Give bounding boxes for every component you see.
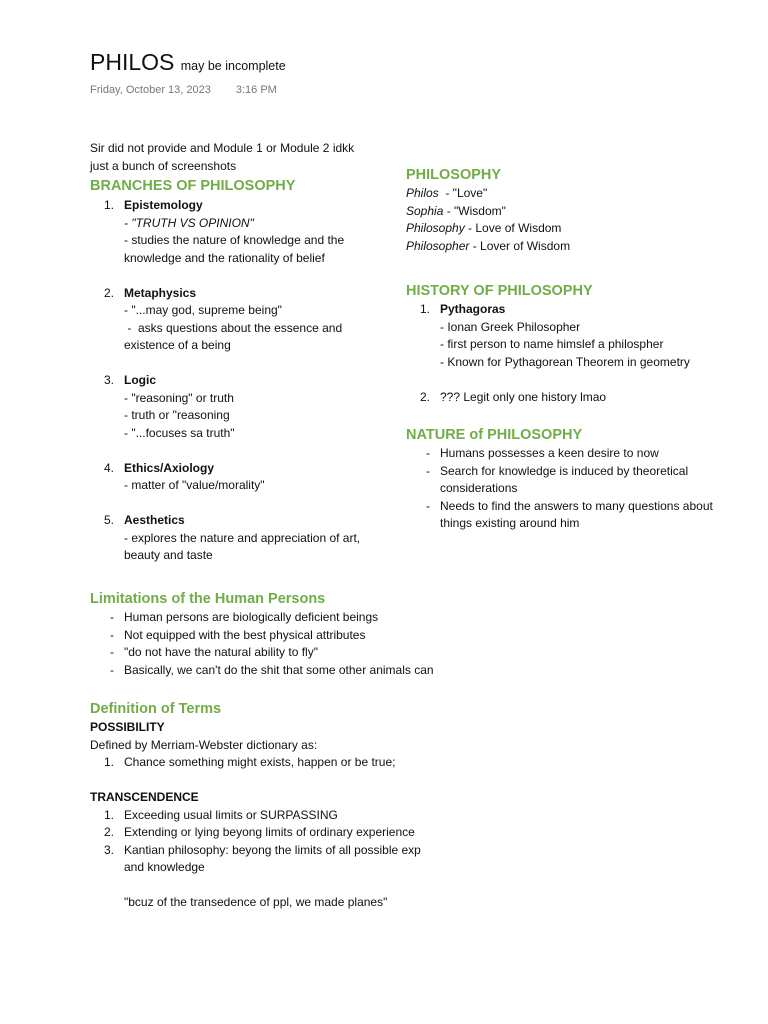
item-number: 1. [104, 198, 115, 212]
nature-heading: NATURE of PHILOSOPHY [406, 427, 583, 443]
title-subtitle: may be incomplete [180, 59, 286, 73]
list-item: - Human persons are biologically deficient beings [110, 610, 379, 624]
transcendence-text: Extending or lying beyong limits of ordinary experience [124, 825, 415, 839]
list-item: - Basically, we can't do the shit that some other animals can [110, 662, 434, 677]
item-number: 3. [104, 842, 115, 857]
limitations-heading: Limitations of the Human Persons [90, 591, 326, 607]
title-text: PHILOS [90, 49, 175, 75]
term-row [406, 238, 746, 256]
limitation-text: Basically, we can't do the shit that some other animals can [124, 662, 434, 677]
transcendence-text: Kantian philosophy: beyong the limits of all possible exp [124, 842, 421, 857]
branches-heading: BRANCHES OF PHILOSOPHY [90, 178, 296, 194]
term-def: - "Love" [438, 186, 488, 200]
branch-name: Epistemology [124, 198, 203, 212]
list-item [90, 842, 650, 912]
list-item [90, 807, 650, 825]
definitions-section [90, 699, 650, 912]
item-number: 4. [104, 460, 115, 475]
branch-name: Metaphysics [124, 285, 197, 300]
possibility-text: Chance something might exists, happen or be true; [124, 755, 396, 769]
list-item [90, 372, 390, 460]
history-line: - first person to name himslef a philospher [440, 337, 664, 351]
list-item: - "do not have the natural ability to fly" [110, 645, 318, 659]
branch-line: - "...focuses sa truth" [124, 425, 235, 440]
page-time: 3:16 PM [235, 84, 277, 96]
branch-line: - matter of "value/morality" [124, 478, 265, 492]
nature-line: things existing around him [440, 516, 580, 530]
philosophy-section [406, 165, 746, 255]
list-item [90, 197, 390, 285]
item-number: 1. [104, 755, 115, 769]
list-item: - Needs to find the answers to many questions about things existing around him [406, 498, 746, 533]
history-section [406, 281, 746, 406]
term-word: Philosopher [406, 238, 470, 253]
term-word: Philos [406, 186, 439, 200]
branches-list [90, 197, 390, 565]
branch-line: - "reasoning" or truth [124, 390, 234, 405]
list-item [90, 512, 390, 565]
item-number: 2. [104, 825, 115, 839]
page-title [90, 48, 286, 80]
branch-name: Logic [124, 373, 156, 387]
branch-line: - truth or "reasoning [124, 408, 230, 422]
branches-section [90, 176, 390, 565]
term-row [406, 185, 746, 203]
branch-line: beauty and taste [124, 548, 213, 562]
branch-line: existence of a being [124, 338, 231, 352]
term-def: - Lover of Wisdom [469, 238, 571, 253]
item-number: 5. [104, 513, 115, 527]
transcendence-label: TRANSCENDENCE [90, 790, 199, 804]
term-word: Sophia [406, 203, 444, 218]
branch-line: - studies the nature of knowledge and the [124, 233, 345, 247]
list-item [90, 824, 650, 842]
list-item: - Humans possesses a keen desire to now [406, 445, 746, 463]
branch-line: - "TRUTH VS OPINION" [124, 215, 254, 230]
item-number: 2. [420, 389, 431, 404]
nature-line: Humans possesses a keen desire to now [440, 446, 659, 460]
limitation-text: "do not have the natural ability to fly" [124, 645, 318, 659]
term-row [406, 220, 746, 238]
list-item: - Not equipped with the best physical attributes [110, 627, 366, 642]
history-name: Pythagoras [440, 302, 506, 316]
list-item [406, 301, 746, 389]
history-list [406, 301, 746, 406]
list-item [406, 389, 746, 407]
term-def: - Love of Wisdom [464, 221, 562, 235]
item-number: 3. [104, 373, 115, 387]
branch-line: - asks questions about the essence and [124, 320, 343, 335]
history-line: - Ionan Greek Philosopher [440, 319, 581, 334]
possibility-intro: Defined by Merriam-Webster dictionary as: [90, 737, 318, 752]
intro-note [90, 140, 354, 175]
definitions-heading: Definition of Terms [90, 701, 222, 717]
transcendence-text: Exceeding usual limits or SURPASSING [124, 807, 338, 822]
nature-line: Search for knowledge is induced by theoretical [440, 463, 689, 478]
history-line: ??? Legit only one history lmao [440, 389, 607, 404]
branch-name: Aesthetics [124, 513, 185, 527]
nature-line: considerations [440, 481, 518, 495]
branch-line: - "...may god, supreme being" [124, 303, 282, 317]
transcendence-text: and knowledge [124, 860, 205, 874]
item-number: 1. [420, 302, 431, 316]
page-datetime [90, 82, 277, 100]
history-heading: HISTORY OF PHILOSOPHY [406, 283, 593, 299]
philosophy-heading: PHILOSOPHY [406, 167, 502, 183]
intro-line: Sir did not provide and Module 1 or Module 2 idkk [90, 141, 355, 155]
term-word: Philosophy [406, 221, 465, 235]
list-item [90, 460, 390, 513]
possibility-label: POSSIBILITY [90, 720, 165, 734]
limitations-section [90, 589, 650, 679]
branch-line: - explores the nature and appreciation of art, [124, 530, 361, 545]
page-date: Friday, October 13, 2023 [90, 84, 211, 96]
nature-list [406, 445, 746, 533]
term-def: - "Wisdom" [443, 203, 506, 218]
transcendence-list [90, 807, 650, 912]
limitation-text: Not equipped with the best physical attributes [124, 627, 366, 642]
list-item [90, 754, 650, 772]
branch-line: knowledge and the rationality of belief [124, 250, 325, 265]
list-item [90, 285, 390, 373]
history-line: - Known for Pythagorean Theorem in geometry [440, 354, 690, 369]
limitations-list [90, 609, 650, 679]
possibility-list [90, 754, 650, 772]
item-number: 1. [104, 807, 115, 822]
intro-line: just a bunch of screenshots [90, 158, 237, 173]
branch-name: Ethics/Axiology [124, 460, 215, 475]
limitation-text: Human persons are biologically deficient beings [124, 610, 379, 624]
transcendence-quote: "bcuz of the transedence of ppl, we made planes" [124, 895, 388, 909]
list-item: - Search for knowledge is induced by theoretical considerations [406, 463, 746, 498]
nature-line: Needs to find the answers to many questions about [440, 498, 713, 513]
item-number: 2. [104, 285, 115, 300]
term-row [406, 203, 746, 221]
nature-section [406, 425, 746, 533]
